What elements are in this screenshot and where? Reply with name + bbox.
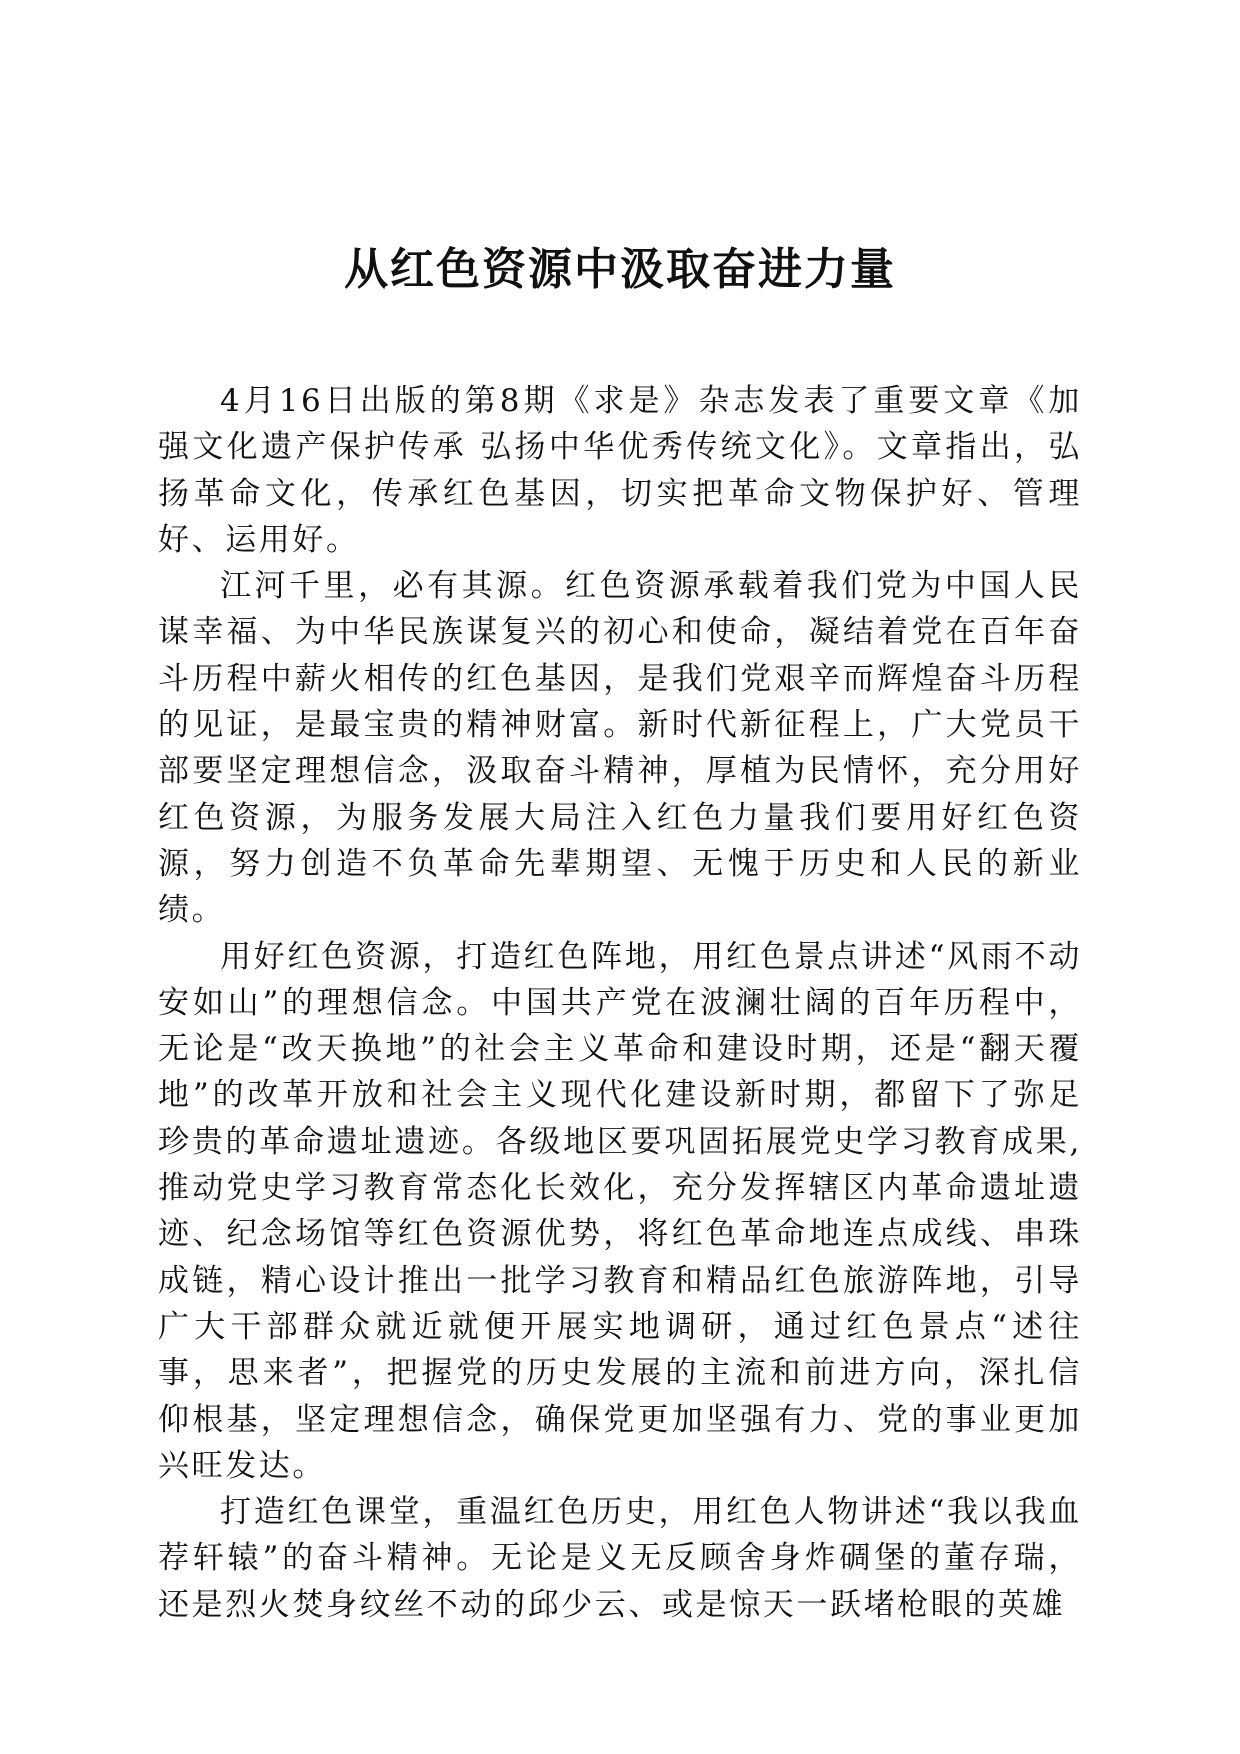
document-body — [158, 378, 1082, 1628]
paragraph-4: 打造红色课堂，重温红色历史，用红色人物讲述“我以我血荐轩辕”的奋斗精神。无论是义无反顾舍身炸碉堡的董存瑞，还是烈火焚身纹丝不动的邱少云、或是惊天一跃堵枪眼的英雄 — [158, 1494, 1082, 1623]
document-title: 从红色资源中汲取奋进力量 — [344, 244, 896, 295]
paragraph-1: 4月16日出版的第8期《求是》杂志发表了重要文章《加强文化遗产保护传承 弘扬中华优秀传统文化》。文章指出，弘扬革命文化，传承红色基因，切实把革命文物保护好、管理好、运用好。 — [158, 383, 1082, 558]
paragraph-2: 江河千里，必有其源。红色资源承载着我们党为中国人民谋幸福、为中华民族谋复兴的初心和使命，凝结着党在百年奋斗历程中薪火相传的红色基因，是我们党艰辛而辉煌奋斗历程的见证，是最宝贵的精神财富。新时代新征程上，广大党员干部要坚定理想信念，汲取奋斗精神，厚植为民情怀，充分用好红色资源，为服务发展大局注入红色力量我们要用好红色资源，努力创造不负革命先辈期望、无愧于历史和人民的新业绩。 — [158, 568, 1082, 929]
paragraph-3: 用好红色资源，打造红色阵地，用红色景点讲述“风雨不动安如山”的理想信念。中国共产党在波澜壮阔的百年历程中，无论是“改天换地”的社会主义革命和建设时期，还是“翻天覆地”的改革开放和社会主义现代化建设新时期，都留下了弥足珍贵的革命遗址遗迹。各级地区要巩固拓展党史学习教育成果,推动党史学习教育常态化长效化，充分发挥辖区内革命遗址遗迹、纪念场馆等红色资源优势，将红色革命地连点成线、串珠成链，精心设计推出一批学习教育和精品红色旅游阵地，引导广大干部群众就近就便开展实地调研，通过红色景点“述往事，思来者”，把握党的历史发展的主流和前进方向，深扎信仰根基，坚定理想信念，确保党更加坚强有力、党的事业更加兴旺发达。 — [158, 938, 1082, 1484]
